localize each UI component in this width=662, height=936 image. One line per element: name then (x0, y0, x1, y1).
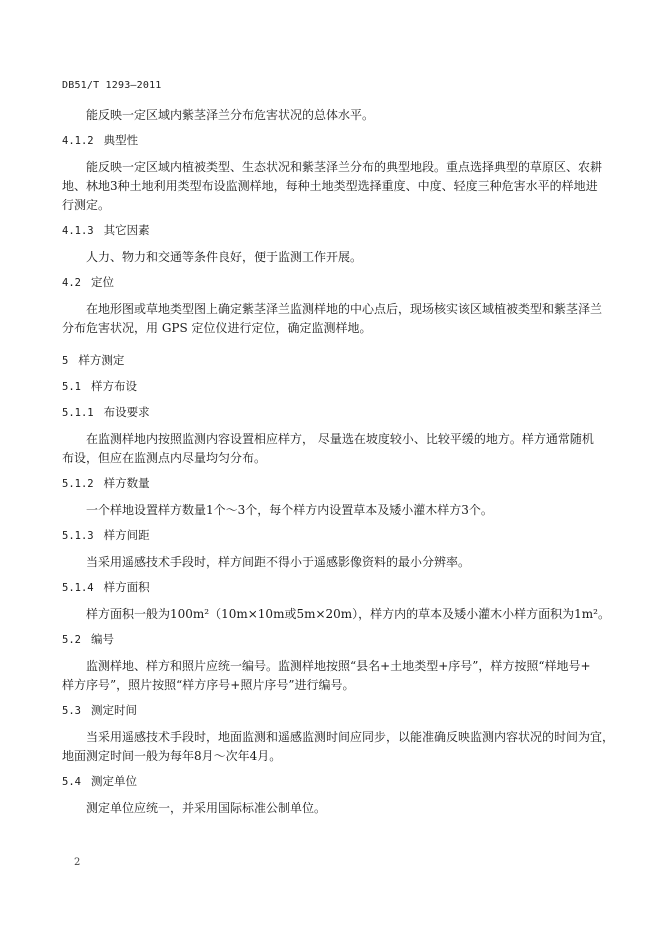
paragraph-line: 当采用遥感技术手段时，地面监测和遥感监测时间应同步，以能准确反映监测内容状况的时间为宜， (86, 730, 615, 744)
section-title: 测定单位 (90, 774, 137, 788)
paragraph-line: 样方序号”，照片按照“样方序号+照片序号”进行编号。 (62, 678, 355, 692)
section-title: 其它因素 (103, 223, 150, 237)
section-heading (62, 352, 590, 369)
section-heading (62, 404, 590, 421)
paragraph (62, 300, 603, 338)
section-title: 测定时间 (90, 703, 137, 717)
section-number: 4.1.2 (62, 135, 94, 147)
section-title: 样方测定 (78, 353, 125, 367)
section-heading (62, 222, 590, 239)
section-number: 4.2 (62, 277, 81, 289)
paragraph-line: 地、林地3种土地利用类型布设监测样地，每种土地类型选择重度、中度、轻度三种危害水平的样地进 (62, 179, 598, 193)
section-heading (62, 773, 590, 790)
section-heading (62, 475, 590, 492)
section-number: 5.1.1 (62, 407, 94, 419)
paragraph-line: 样方面积一般为100m²（10m×10m或5m×20m），样方内的草本及矮小灌木小样方面积为1m²。 (86, 607, 610, 621)
section-title: 样方布设 (90, 379, 137, 393)
section-title: 样方数量 (103, 476, 150, 490)
paragraph-line: 在监测样地内按照监测内容设置相应样方， 尽量选在坡度较小、比较平缓的地方。样方通常随机 (86, 432, 594, 446)
paragraph (62, 799, 590, 818)
section-heading (62, 132, 590, 149)
section-heading (62, 579, 590, 596)
section-heading (62, 378, 590, 395)
section-title: 典型性 (103, 133, 139, 147)
section-title: 布设要求 (103, 405, 150, 419)
section-number: 5.1 (62, 381, 81, 393)
paragraph-line: 布设，但应在监测点内尽量均匀分布。 (62, 451, 267, 465)
section-title: 样方面积 (103, 580, 150, 594)
section-number: 5.1.4 (62, 582, 94, 594)
section-title: 编号 (90, 632, 114, 646)
paragraph-line: 当采用遥感技术手段时，样方间距不得小于遥感影像资料的最小分辨率。 (86, 555, 471, 569)
paragraph (62, 501, 590, 520)
section-number: 5.4 (62, 776, 81, 788)
page-number: 2 (74, 857, 81, 868)
paragraph-line: 监测样地、样方和照片应统一编号。监测样地按照“县名+土地类型+序号”，样方按照“样地号+ (86, 659, 591, 673)
paragraph-line: 能反映一定区域内植被类型、生态状况和紫茎泽兰分布的典型地段。重点选择典型的草原区、农耕 (86, 160, 603, 174)
paragraph-line: 分布危害状况，用 GPS 定位仪进行定位，确定监测样地。 (62, 321, 372, 335)
paragraph (62, 657, 590, 695)
section-number: 5.1.3 (62, 530, 94, 542)
section-heading (62, 274, 590, 291)
paragraph (62, 605, 610, 624)
section-number: 4.1.3 (62, 225, 94, 237)
paragraph-line: 能反映一定区域内紫茎泽兰分布危害状况的总体水平。 (86, 108, 375, 122)
section-heading (62, 702, 590, 719)
paragraph (62, 106, 590, 125)
section-number: 5.1.2 (62, 478, 94, 490)
section-title: 样方间距 (103, 528, 150, 542)
paragraph (62, 430, 594, 468)
paragraph-line: 地面测定时间一般为每年8月～次年4月。 (62, 749, 282, 763)
section-number: 5.3 (62, 705, 81, 717)
section-title: 定位 (90, 275, 114, 289)
section-heading (62, 631, 590, 648)
paragraph (62, 728, 615, 766)
paragraph (62, 158, 603, 215)
paragraph-line: 测定单位应统一，并采用国际标准公制单位。 (86, 801, 327, 815)
paragraph (62, 553, 590, 572)
section-heading (62, 527, 590, 544)
section-number: 5 (62, 355, 69, 367)
document-body (62, 106, 615, 825)
paragraph-line: 在地形图或草地类型图上确定紫茎泽兰监测样地的中心点后，现场核实该区域植被类型和紫茎泽兰 (86, 302, 603, 316)
section-number: 5.2 (62, 634, 81, 646)
paragraph (62, 248, 590, 267)
standard-code: DB51/T 1293—2011 (62, 80, 162, 91)
paragraph-line: 一个样地设置样方数量1个～3个，每个样方内设置草本及矮小灌木样方3个。 (86, 503, 493, 517)
paragraph-line: 行测定。 (62, 198, 111, 212)
paragraph-line: 人力、物力和交通等条件良好，便于监测工作开展。 (86, 250, 363, 264)
